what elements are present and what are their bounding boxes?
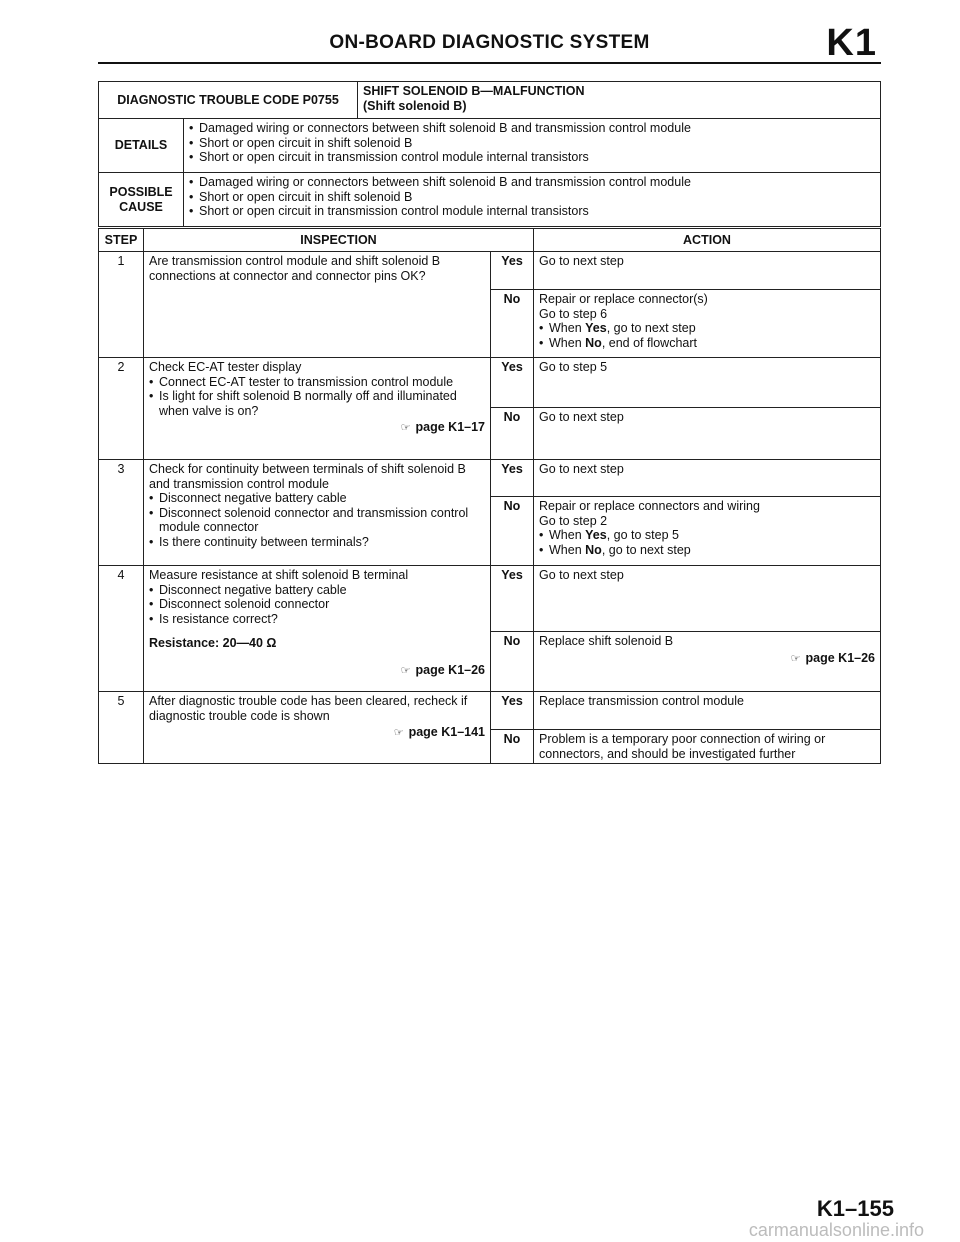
page-reference	[539, 651, 875, 667]
pointing-hand-icon: ☞	[400, 422, 411, 434]
details-item: • Short or open circuit in transmission control module internal transistors	[189, 150, 875, 165]
bullet-post: , end of flowchart	[601, 335, 698, 350]
possible-cause-cell	[184, 173, 881, 227]
page-reference	[149, 725, 485, 741]
result-no: No	[491, 408, 534, 460]
malfunction-title: SHIFT SOLENOID B—MALFUNCTION	[363, 84, 585, 98]
page-number: K1–155	[816, 1196, 894, 1221]
pointing-hand-icon: ☞	[393, 727, 404, 739]
inspection-cell	[144, 358, 491, 460]
dtc-summary-table	[98, 81, 881, 227]
cause-item: • Short or open circuit in shift solenoid B	[189, 190, 875, 205]
step-number: 5	[99, 692, 144, 764]
reference-text: page K1–26	[415, 662, 485, 677]
result-no: No	[491, 632, 534, 692]
possible-cause-label-line1: POSSIBLE	[109, 185, 173, 199]
details-cell	[184, 119, 881, 173]
step-number: 3	[99, 460, 144, 566]
action-yes: Go to next step	[534, 252, 881, 290]
action-line: Replace shift solenoid B	[539, 634, 674, 648]
inspection-bullet: • Connect EC-AT tester to transmission control module	[149, 375, 485, 390]
action-line: Repair or replace connectors and wiring	[539, 499, 760, 513]
reference-text: page K1–26	[805, 650, 875, 665]
bullet-post: , go to step 5	[606, 528, 679, 542]
reference-text: page K1–17	[415, 420, 485, 434]
pointing-hand-icon: ☞	[400, 664, 411, 677]
action-bullet	[539, 528, 875, 543]
inspection-text: Check for continuity between terminals of shift solenoid B and transmission control module	[149, 462, 466, 491]
action-yes: Go to next step	[534, 566, 881, 632]
inspection-text: Measure resistance at shift solenoid B terminal	[149, 568, 409, 582]
action-bullet	[539, 336, 875, 351]
inspection-bullet: • Is there continuity between terminals?	[149, 535, 485, 550]
malfunction-cell	[358, 82, 881, 119]
result-no: No	[491, 290, 534, 358]
result-yes: Yes	[491, 692, 534, 730]
inspection-cell	[144, 566, 491, 692]
dtc-code-cell: DIAGNOSTIC TROUBLE CODE P0755	[99, 82, 358, 119]
bullet-pre: When	[549, 542, 586, 557]
step-number: 2	[99, 358, 144, 460]
action-line: Repair or replace connector(s)	[539, 292, 708, 306]
action-yes: Replace transmission control module	[534, 692, 881, 730]
page-title: ON-BOARD DIAGNOSTIC SYSTEM	[329, 32, 650, 53]
inspection-bullet: • Is light for shift solenoid B normally off and illuminated when valve is on?	[149, 389, 485, 418]
possible-cause-label-line2: CAUSE	[119, 199, 163, 214]
page-header	[98, 22, 881, 64]
inspection-bullet: • Disconnect negative battery cable	[149, 491, 485, 506]
bullet-bold: Yes	[585, 528, 607, 542]
result-yes: Yes	[491, 566, 534, 632]
page-reference	[149, 420, 485, 436]
bullet-post: , go to next step	[606, 321, 696, 335]
action-line: Go to step 2	[539, 513, 608, 528]
action-no: Go to next step	[534, 408, 881, 460]
action-no: Problem is a temporary poor connection of wiring or connectors, and should be investigated further	[534, 730, 881, 764]
bullet-pre: When	[549, 335, 586, 350]
inspection-header: INSPECTION	[144, 229, 534, 252]
possible-cause-label	[99, 173, 184, 227]
malfunction-subtitle: (Shift solenoid B)	[363, 98, 467, 113]
inspection-text: Check EC-AT tester display	[149, 360, 302, 374]
bullet-pre: When	[549, 528, 586, 542]
inspection-bullet: • Is resistance correct?	[149, 612, 485, 627]
action-no	[534, 290, 881, 358]
page-reference	[149, 663, 485, 679]
step-number: 4	[99, 566, 144, 692]
action-header: ACTION	[534, 229, 881, 252]
bullet-bold: No	[585, 542, 602, 557]
inspection-steps-table	[98, 228, 881, 764]
details-item: • Short or open circuit in shift solenoid B	[189, 136, 875, 151]
result-no: No	[491, 497, 534, 566]
step-header: STEP	[99, 229, 144, 252]
action-bullet	[539, 543, 875, 558]
resistance-spec: Resistance: 20—40 Ω	[149, 636, 277, 650]
bullet-post: , go to next step	[601, 542, 691, 557]
action-bullet	[539, 321, 875, 336]
bullet-pre: When	[549, 321, 586, 335]
action-line: Go to step 6	[539, 306, 608, 321]
inspection-cell: Are transmission control module and shift solenoid B connections at connector and connector pins OK?	[144, 252, 491, 358]
reference-text: page K1–141	[408, 725, 485, 739]
cause-item: • Short or open circuit in transmission control module internal transistors	[189, 204, 875, 219]
inspection-bullet: • Disconnect solenoid connector and transmission control module connector	[149, 506, 485, 535]
action-no	[534, 632, 881, 692]
inspection-bullet: • Disconnect negative battery cable	[149, 583, 485, 598]
action-yes: Go to next step	[534, 460, 881, 497]
watermark: carmanualsonline.info	[748, 1220, 924, 1240]
details-item: • Damaged wiring or connectors between shift solenoid B and transmission control module	[189, 121, 875, 136]
bullet-bold: Yes	[585, 321, 607, 335]
details-label: DETAILS	[99, 119, 184, 173]
result-yes: Yes	[491, 358, 534, 408]
section-code: K1	[826, 22, 877, 64]
result-yes: Yes	[491, 252, 534, 290]
step-number: 1	[99, 252, 144, 358]
action-no	[534, 497, 881, 566]
inspection-cell	[144, 692, 491, 764]
inspection-bullet: • Disconnect solenoid connector	[149, 597, 485, 612]
inspection-text: After diagnostic trouble code has been cleared, recheck if diagnostic trouble code is shown	[149, 694, 468, 723]
pointing-hand-icon: ☞	[790, 652, 801, 665]
result-no: No	[491, 730, 534, 764]
bullet-bold: No	[585, 335, 602, 350]
cause-item: • Damaged wiring or connectors between shift solenoid B and transmission control module	[189, 175, 875, 190]
action-yes: Go to step 5	[534, 358, 881, 408]
inspection-cell	[144, 460, 491, 566]
result-yes: Yes	[491, 460, 534, 497]
